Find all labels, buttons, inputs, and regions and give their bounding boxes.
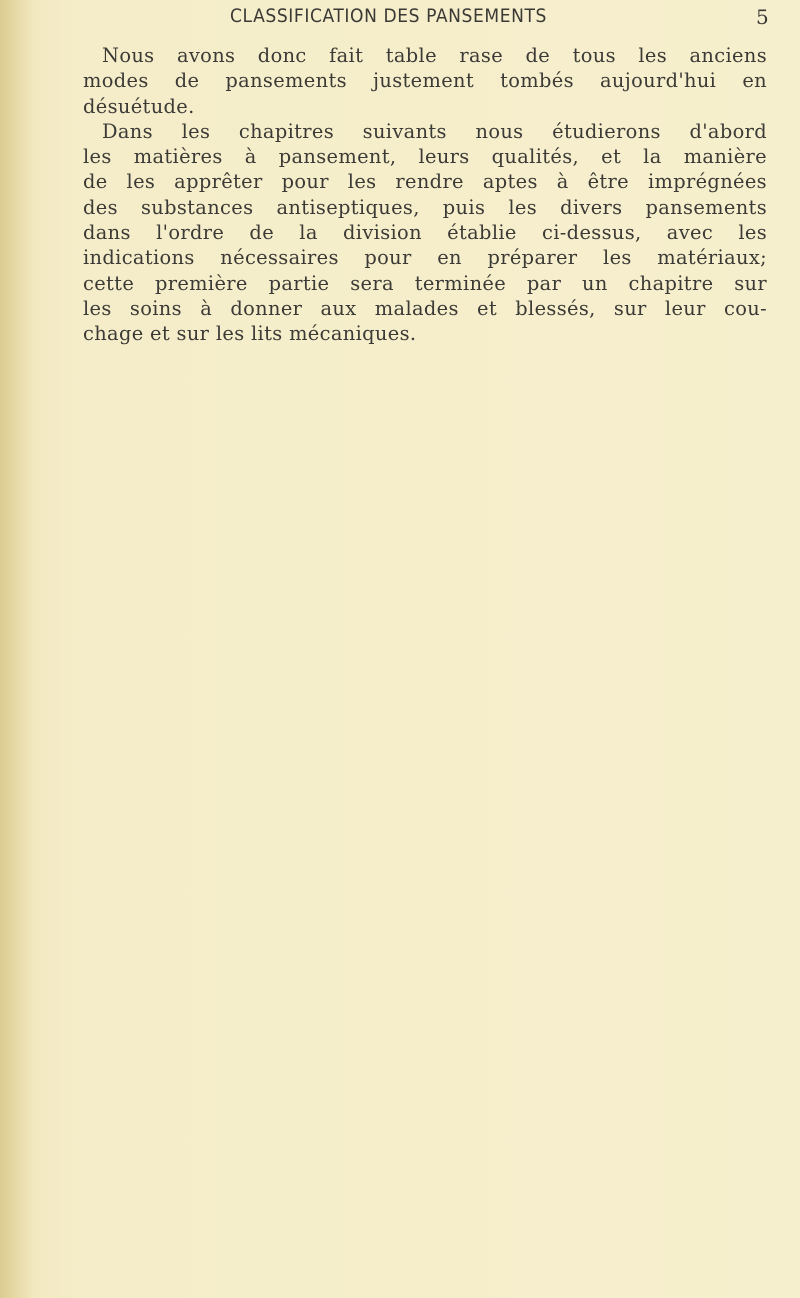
text-line: indications nécessaires pour en préparer les matériaux; xyxy=(83,246,767,270)
text-line: désuétude. xyxy=(83,94,195,118)
text-line: chage et sur les lits mécaniques. xyxy=(83,322,417,346)
text-line: modes de pansements justement tombés aujourd'hui en xyxy=(83,69,767,93)
text-line: les soins à donner aux malades et blessés, sur leur cou- xyxy=(83,296,767,320)
page-number: 5 xyxy=(756,5,769,29)
page-gutter-shadow xyxy=(0,0,34,1298)
text-line: des substances antiseptiques, puis les divers pansements xyxy=(83,195,767,219)
body-text xyxy=(83,43,767,347)
text-line: de les apprêter pour les rendre aptes à être imprégnées xyxy=(83,170,767,194)
text-line: Dans les chapitres suivants nous étudierons d'abord xyxy=(102,119,767,143)
text-line: cette première partie sera terminée par un chapitre sur xyxy=(83,271,767,295)
text-line: dans l'ordre de la division établie ci-dessus, avec les xyxy=(83,221,767,245)
text-line: Nous avons donc fait table rase de tous les anciens xyxy=(102,44,767,67)
running-title: CLASSIFICATION DES PANSEMENTS xyxy=(230,5,547,27)
running-header xyxy=(0,3,800,33)
text-line: les matières à pansement, leurs qualités, et la manière xyxy=(83,145,767,169)
